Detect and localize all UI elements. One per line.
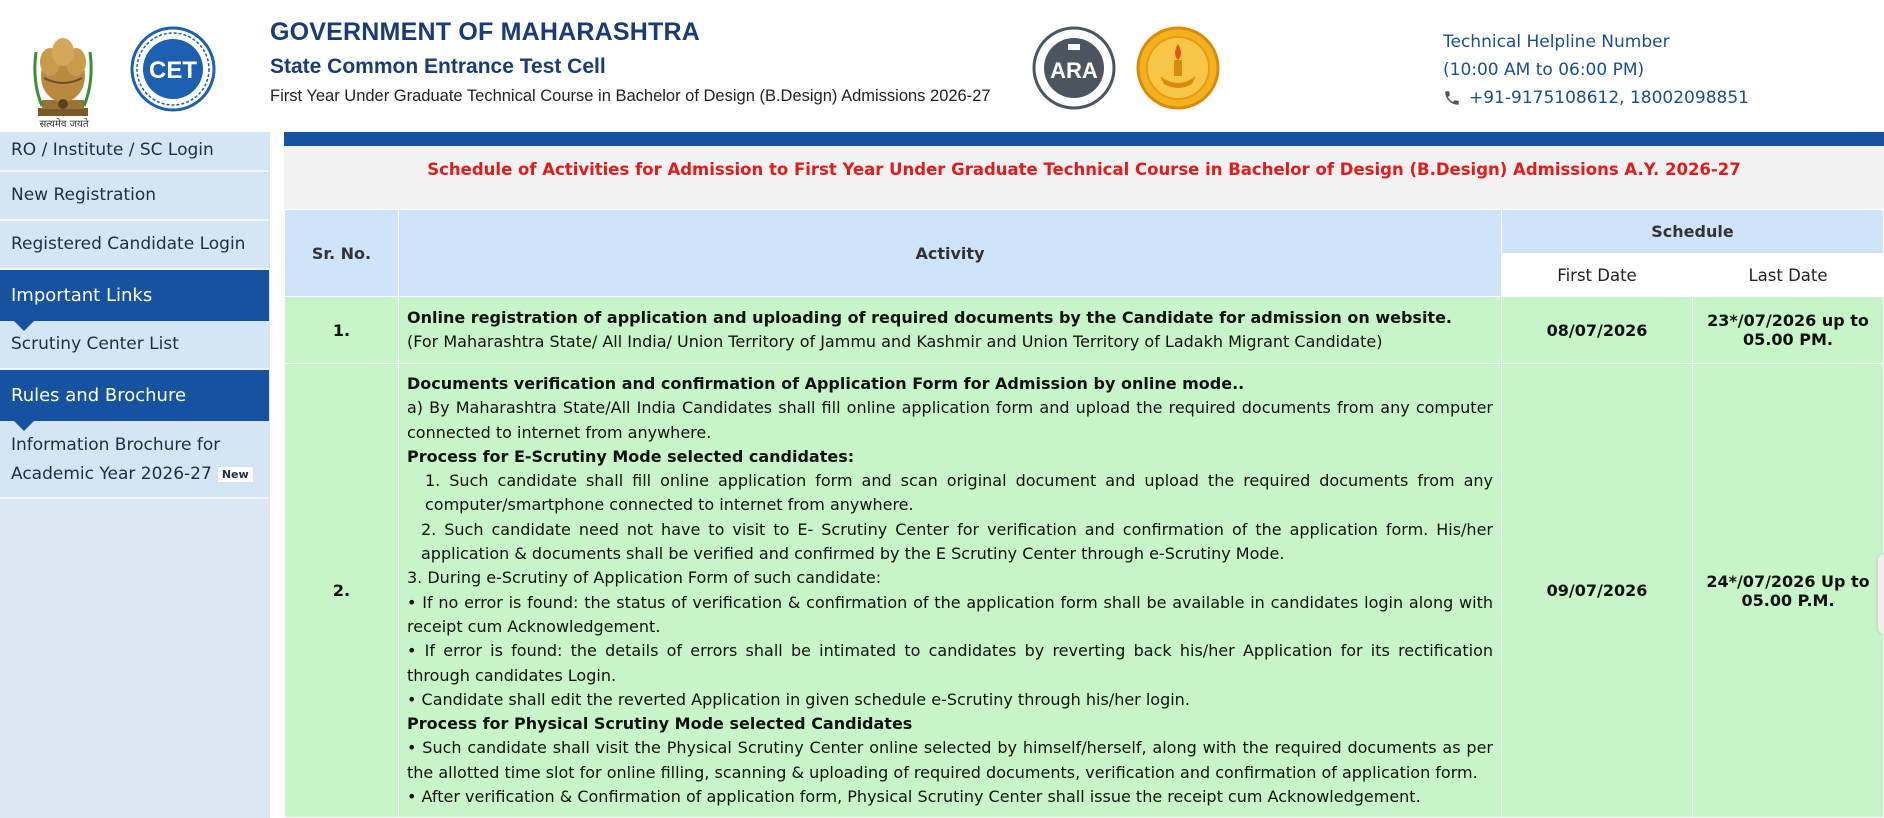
sidebar-item-ro-login[interactable] [0,132,269,172]
schedule-title: Schedule of Activities for Admission to First Year Under Graduate Technical Course in Bachelor of Design (B.Design) Admissions A.Y. 2026-27 [427,160,1741,179]
phone-icon [1443,89,1461,107]
header-first-date: First Date [1502,254,1693,297]
row-sr-no: 2. [285,364,399,818]
helpline-hours: (10:00 AM to 06:00 PM) [1443,60,1645,80]
sidebar-item-label-line1: Information Brochure for [11,435,221,455]
new-badge: New [218,467,253,482]
sidebar-item-information-brochure[interactable] [0,421,269,499]
emblem-motto: सत्यमेव जयते [39,119,89,130]
sidebar-heading-rules-brochure: Rules and Brochure [0,370,269,421]
scroll-handle[interactable] [1878,554,1884,634]
activity-line: • If error is found: the details of errors shall be intimated to candidates by reverting back his/her Application for its rectification through candidates Login. [407,641,1493,685]
helpline-block [1443,28,1749,112]
header-activity: Activity [399,210,1502,297]
helpline-title: Technical Helpline Number [1443,32,1670,52]
header-last-date: Last Date [1693,254,1884,297]
sidebar-item-label-line2: Academic Year 2026-27 New [11,460,258,489]
maharashtra-seal-icon [1136,26,1220,110]
row-first-date: 08/07/2026 [1502,297,1693,364]
activity-subtitle: (For Maharashtra State/ All India/ Union Territory of Jammu and Kashmir and Union Territory of Ladakh Migrant Candidate) [407,332,1383,351]
row-first-date: 09/07/2026 [1502,364,1693,818]
table-row [285,364,1884,818]
activity-line: 2. Such candidate need not have to visit to E- Scrutiny Center for verification and confirmation of the application form. His/her application & documents shall be verified and confirmed by the E Scrutiny Center through e-Scrutiny Mode. [421,519,1493,564]
course-title: First Year Under Graduate Technical Course in Bachelor of Design (B.Design) Admissions 2026-27 [270,87,991,105]
cet-logo-icon [130,26,216,112]
activity-title: Online registration of application and uploading of required documents by the Candidate for admission on website. [407,307,1453,327]
sidebar-item-scrutiny-center-list[interactable] [0,321,269,370]
top-accent-bar [284,132,1884,146]
header-schedule: Schedule [1502,210,1884,254]
activity-line: 1. Such candidate shall fill online application form and scan original document and upload the required documents from any computer/smartphone connected to internet from anywhere. [425,471,1493,515]
row-activity [399,297,1502,364]
title-block [270,18,991,106]
activity-line: • After verification & Confirmation of application form, Physical Scrutiny Center shall issue the receipt cum Acknowledgement. [407,787,1421,807]
sidebar-item-label: New Registration [11,185,156,205]
row-activity [399,364,1502,818]
header-sr-no: Sr. No. [285,210,399,297]
page-header [0,0,1884,132]
sidebar-item-label: Registered Candidate Login [11,234,246,254]
sidebar-item-label: RO / Institute / SC Login [11,140,214,160]
sidebar-item-registered-login[interactable] [0,221,269,270]
schedule-table [284,209,1884,818]
gov-title: GOVERNMENT OF MAHARASHTRA [270,18,700,46]
row-last-date: 23*/07/2026 up to 05.00 PM. [1693,297,1884,364]
sidebar [0,132,270,818]
sidebar-item-label: Scrutiny Center List [11,334,179,354]
activity-line: Process for E-Scrutiny Mode selected candidates: [407,446,855,466]
helpline-phone-row [1443,84,1749,112]
cell-title: State Common Entrance Test Cell [270,55,606,78]
ara-logo-icon [1032,26,1116,110]
activity-line: a) By Maharashtra State/All India Candidates shall fill online application form and upload the required documents from any computer connected to internet from anywhere. [407,398,1493,442]
activity-line: Documents verification and confirmation of Application Form for Admission by online mode.. [407,374,1245,393]
activity-line: • Candidate shall edit the reverted Application in given schedule e-Scrutiny through his/her login. [407,689,1190,709]
activity-line: • If no error is found: the status of verification & confirmation of the application form shall be available in candidates login along with receipt cum Acknowledgement. [407,592,1493,636]
helpline-numbers[interactable]: +91-9175108612, 18002098851 [1469,88,1749,108]
ara-logo-text: ARA [1050,58,1098,83]
table-row [285,297,1884,364]
activity-line: Process for Physical Scrutiny Mode selected Candidates [407,714,913,734]
row-sr-no: 1. [285,297,399,364]
sidebar-heading-important-links: Important Links [0,270,269,321]
row-last-date: 24*/07/2026 Up to 05.00 P.M. [1693,364,1884,818]
activity-line: 3. During e-Scrutiny of Application Form of such candidate: [407,568,882,588]
activity-line: • Such candidate shall visit the Physical Scrutiny Center online selected by himself/herself, along with the required documents as per the allotted time slot for online filling, scanning & uploading of required documents, verification and confirmation of application form. [407,738,1493,782]
sidebar-item-new-registration[interactable] [0,172,269,221]
cet-logo-text: CET [149,57,197,84]
main-content [284,132,1884,818]
